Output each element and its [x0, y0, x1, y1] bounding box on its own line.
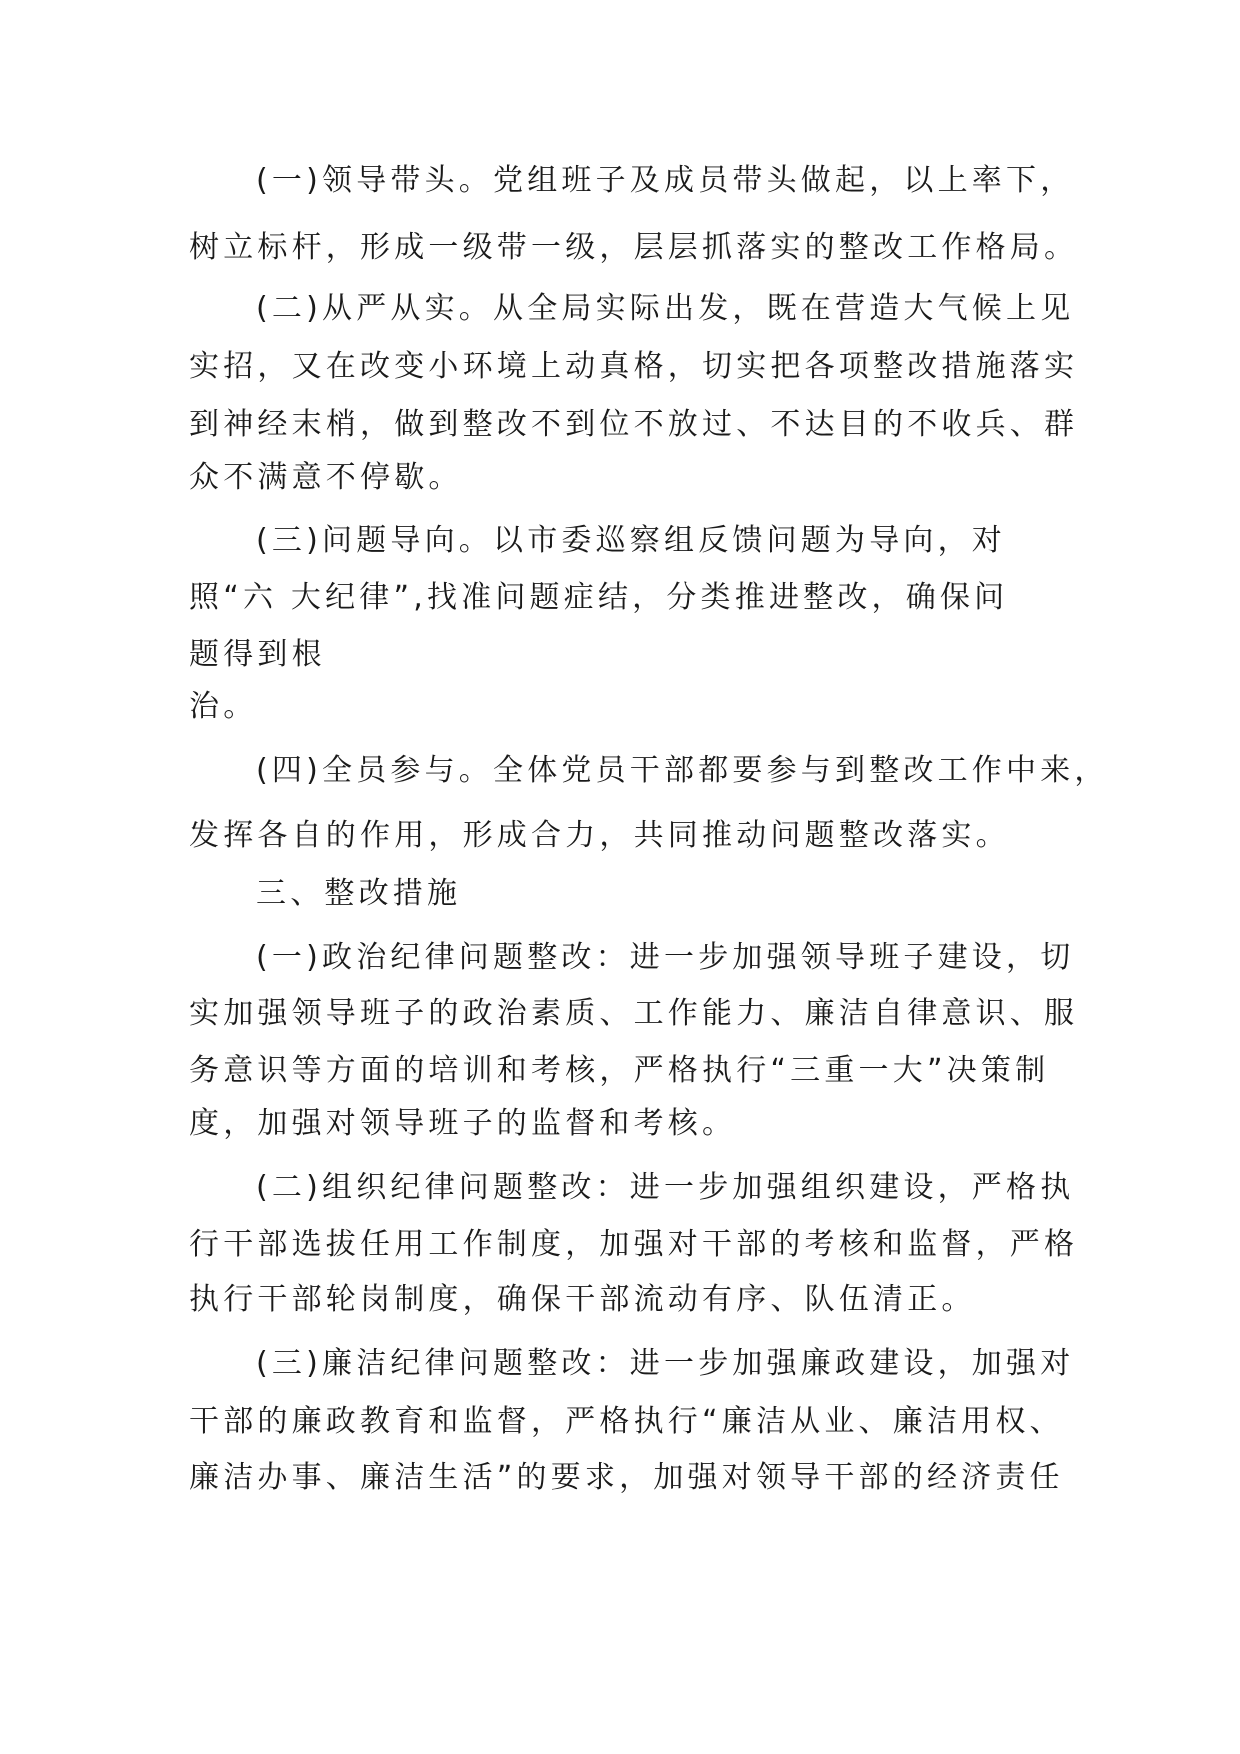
para-all-participate-line-1: (四)全员参与。全体党员干部都要参与到整改工作中来，: [256, 753, 1109, 788]
para-strict-line-1: (二)从严从实。从全局实际出发，既在营造大气候上见: [256, 291, 1075, 326]
para-leadership-line-2: 树立标杆，形成一级带一级，层层抓落实的整改工作格局。: [189, 230, 1079, 265]
para-strict-line-4: 众不满意不停歇。: [189, 460, 463, 495]
para-problem-oriented-line-4: 治。: [189, 689, 258, 724]
para-integrity-discipline-line-1: (三)廉洁纪律问题整改：进一步加强廉政建设，加强对: [256, 1346, 1075, 1381]
para-political-discipline-line-4: 度，加强对领导班子的监督和考核。: [189, 1106, 737, 1141]
para-political-discipline-line-1: (一)政治纪律问题整改：进一步加强领导班子建设，切: [256, 940, 1075, 975]
para-political-discipline-line-3: 务意识等方面的培训和考核，严格执行“三重一大”决策制: [189, 1053, 1050, 1088]
para-problem-oriented-line-1: (三)问题导向。以市委巡察组反馈问题为导向，对: [256, 523, 1007, 558]
para-integrity-discipline-line-3: 廉洁办事、廉洁生活”的要求，加强对领导干部的经济责任: [189, 1460, 1064, 1495]
para-political-discipline-line-2: 实加强领导班子的政治素质、工作能力、廉洁自律意识、服: [189, 996, 1079, 1031]
section-heading-measures: 三、整改措施: [256, 876, 462, 911]
para-all-participate-line-2: 发挥各自的作用，形成合力，共同推动问题整改落实。: [189, 818, 1010, 853]
para-leadership-line-1: (一)领导带头。党组班子及成员带头做起，以上率下，: [256, 163, 1075, 198]
para-organizational-discipline-line-2: 行干部选拔任用工作制度，加强对干部的考核和监督，严格: [189, 1227, 1079, 1262]
para-strict-line-2: 实招，又在改变小环境上动真格，切实把各项整改措施落实: [189, 349, 1079, 384]
para-strict-line-3: 到神经末梢，做到整改不到位不放过、不达目的不收兵、群: [189, 407, 1079, 442]
para-integrity-discipline-line-2: 干部的廉政教育和监督，严格执行“廉洁从业、廉洁用权、: [189, 1404, 1064, 1439]
para-problem-oriented-line-3: 题得到根: [189, 637, 326, 672]
para-problem-oriented-line-2: 照“六 大纪律”,找准问题症结，分类推进整改，确保问: [189, 580, 1009, 615]
para-organizational-discipline-line-3: 执行干部轮岗制度，确保干部流动有序、队伍清正。: [189, 1282, 976, 1317]
para-organizational-discipline-line-1: (二)组织纪律问题整改：进一步加强组织建设，严格执: [256, 1170, 1075, 1205]
